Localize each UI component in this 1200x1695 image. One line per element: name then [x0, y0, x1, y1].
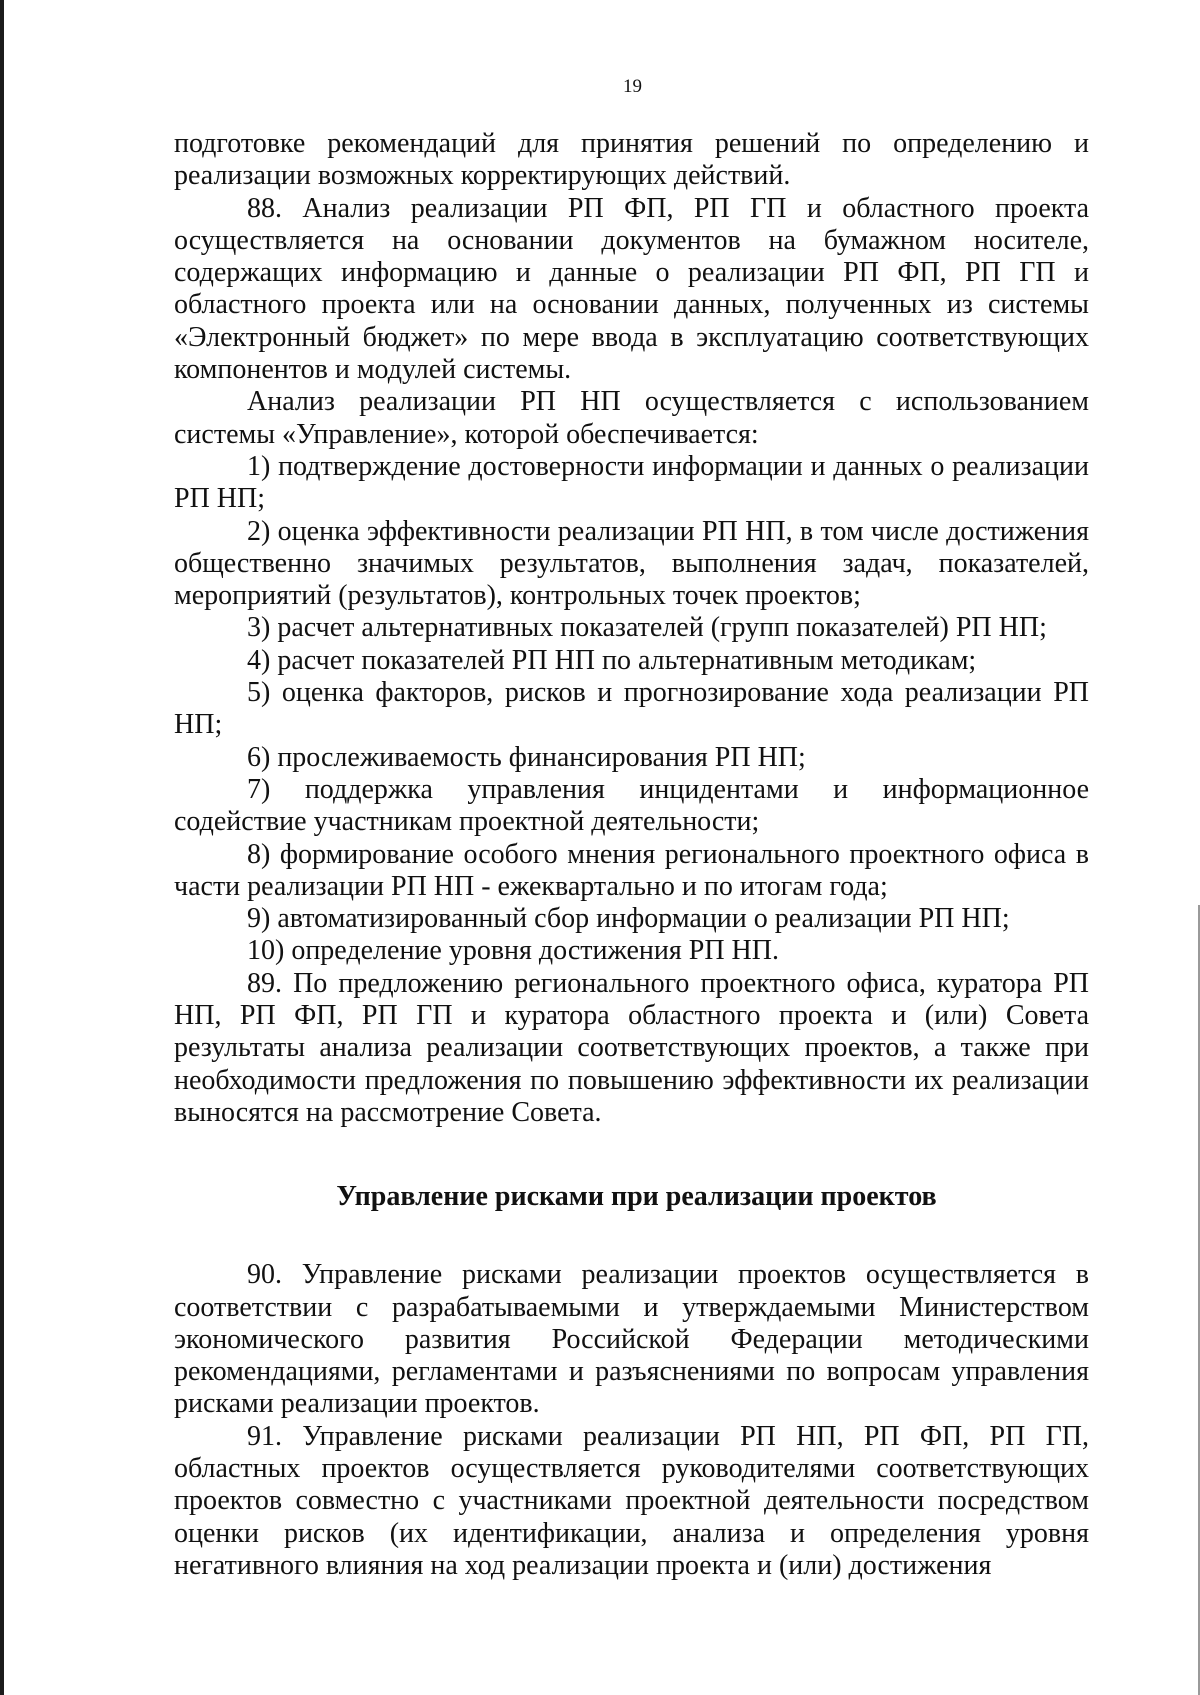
list-item-2: 2) оценка эффективности реализации РП НП, в том числе достижения общественно значимых результатов, выполнения задач, показателей, мероприятий (результатов), контрольных точек проектов; [174, 515, 1089, 612]
paragraph-90: 90. Управление рисками реализации проектов осуществляется в соответствии с разрабатываемыми и утверждаемыми Министерством экономического развития Российской Федерации методическими рекомендациями, регламентами и разъяснениями по вопросам управления рисками реализации проектов. [174, 1259, 1089, 1420]
paragraph-continuation: подготовке рекомендаций для принятия решений по определению и реализации возможных корректирующих действий. [174, 128, 1089, 192]
paragraph-88: 88. Анализ реализации РП ФП, РП ГП и областного проекта осуществляется на основании документов на бумажном носителе, содержащих информацию и данные о реализации РП ФП, РП ГП и областного проекта или на основании данных, полученных из системы «Электронный бюджет» по мере ввода в эксплуатацию соответствующих компонентов и модулей системы. [174, 192, 1089, 386]
scan-edge-left [0, 0, 4, 1695]
paragraph-analysis-intro: Анализ реализации РП НП осуществляется с использованием системы «Управление», которой обеспечивается: [174, 386, 1089, 450]
list-item-9: 9) автоматизированный сбор информации о реализации РП НП; [247, 903, 1010, 935]
list-item-5: 5) оценка факторов, рисков и прогнозирование хода реализации РП НП; [174, 677, 1089, 741]
list-item-4: 4) расчет показателей РП НП по альтернативным методикам; [247, 644, 977, 676]
page-number: 19 [623, 76, 642, 97]
list-item-7: 7) поддержка управления инцидентами и информационное содействие участникам проектной деятельности; [174, 773, 1089, 838]
section-heading: Управление рисками при реализации проектов [336, 1181, 937, 1213]
document-body [174, 128, 1089, 1582]
list-item-6: 6) прослеживаемость финансирования РП НП; [247, 741, 806, 773]
paragraph-91: 91. Управление рисками реализации РП НП, РП ФП, РП ГП, областных проектов осуществляется руководителями соответствующих проектов совместно с участниками проектной деятельности посредством оценки рисков (их идентификации, анализа и определения уровня негативного влияния на ход реализации проекта и (или) достижения [174, 1420, 1089, 1581]
list-item-1: 1) подтверждение достоверности информации и данных о реализации РП НП; [174, 450, 1089, 515]
list-item-3: 3) расчет альтернативных показателей (групп показателей) РП НП; [247, 612, 1047, 644]
list-item-10: 10) определение уровня достижения РП НП. [247, 935, 779, 967]
paragraph-89: 89. По предложению регионального проектного офиса, куратора РП НП, РП ФП, РП ГП и куратора областного проекта и (или) Совета результаты анализа реализации соответствующих проектов, а также при необходимости предложения по повышению эффективности их реализации выносятся на рассмотрение Совета. [174, 967, 1089, 1128]
list-item-8: 8) формирование особого мнения регионального проектного офиса в части реализации РП НП - ежеквартально и по итогам года; [174, 838, 1089, 902]
